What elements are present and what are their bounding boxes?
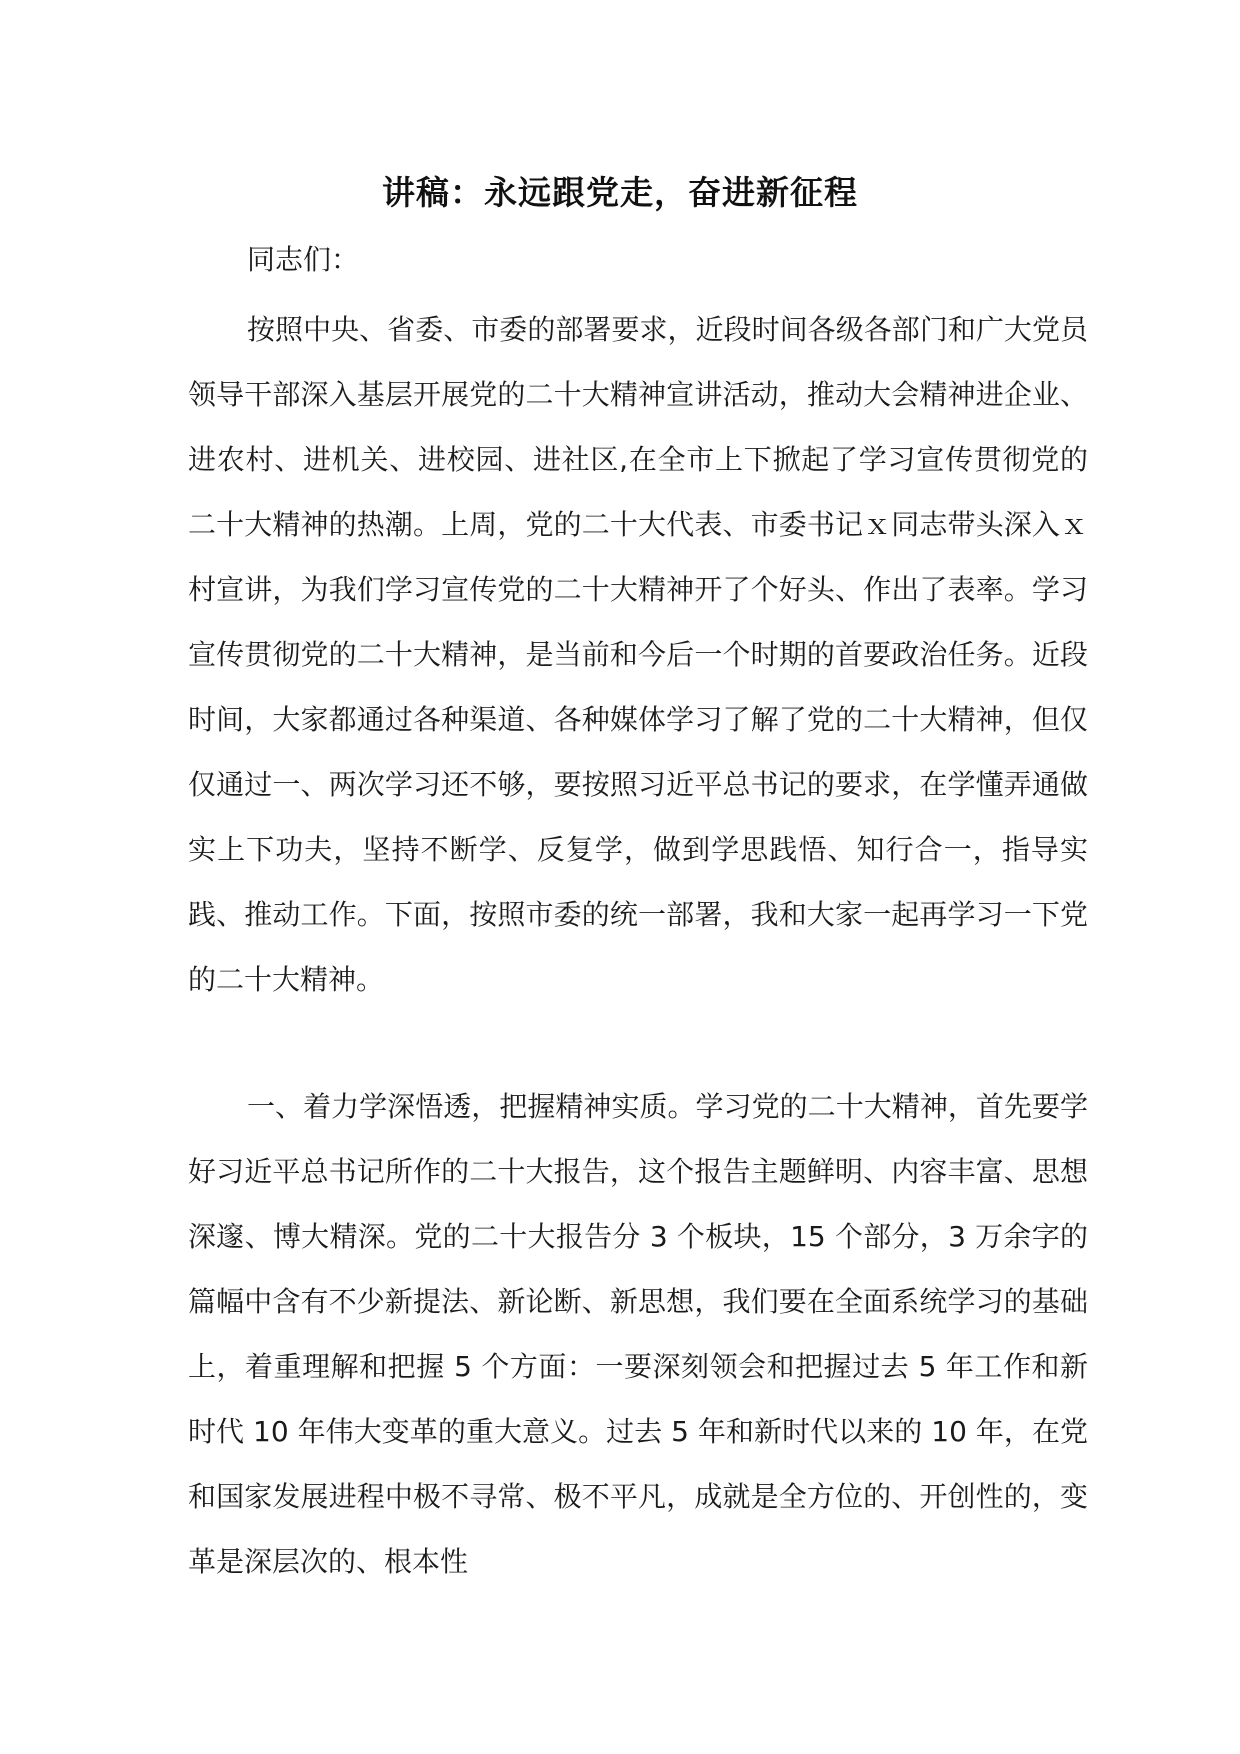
paragraph-section-one: 一、着力学深悟透，把握精神实质。学习党的二十大精神，首先要学好习近平总书记所作的二十大报告，这个报告主题鲜明、内容丰富、思想深邃、博大精深。党的二十大报告分 3 个板块，15 个部分，3 万余字的篇幅中含有不少新提法、新论断、新思想，我们要在全面系统学习的基础上，着重理解和把握 5 个方面：一要深刻领会和把握过去 5 年工作和新时代 10 年伟大变革的重大意义。过去 5 年和新时代以来的 10 年，在党和国家发展进程中极不寻常、极不平凡，成就是全方位的、开创性的，变革是深层次的、根本性 xyxy=(188,1090,1088,1578)
paragraph-intro: 按照中央、省委、市委的部署要求，近段时间各级各部门和广大党员领导干部深入基层开展党的二十大精神宣讲活动，推动大会精神进企业、进农村、进机关、进校园、进社区,在全市上下掀起了学习宣传贯彻党的二十大精神的热潮。上周，党的二十大代表、市委书记ｘ同志带头深入ｘ村宣讲，为我们学习宣传党的二十大精神开了个好头、作出了表率。学习宣传贯彻党的二十大精神，是当前和今后一个时期的首要政治任务。近段时间，大家都通过各种渠道、各种媒体学习了解了党的二十大精神，但仅仅通过一、两次学习还不够，要按照习近平总书记的要求，在学懂弄通做实上下功夫，坚持不断学、反复学，做到学思践悟、知行合一，指导实践、推动工作。下面，按照市委的统一部署，我和大家一起再学习一下党的二十大精神。 xyxy=(188,313,1088,996)
salutation: 同志们： xyxy=(247,243,360,276)
document-title: 讲稿：永远跟党走，奋进新征程 xyxy=(382,173,858,212)
